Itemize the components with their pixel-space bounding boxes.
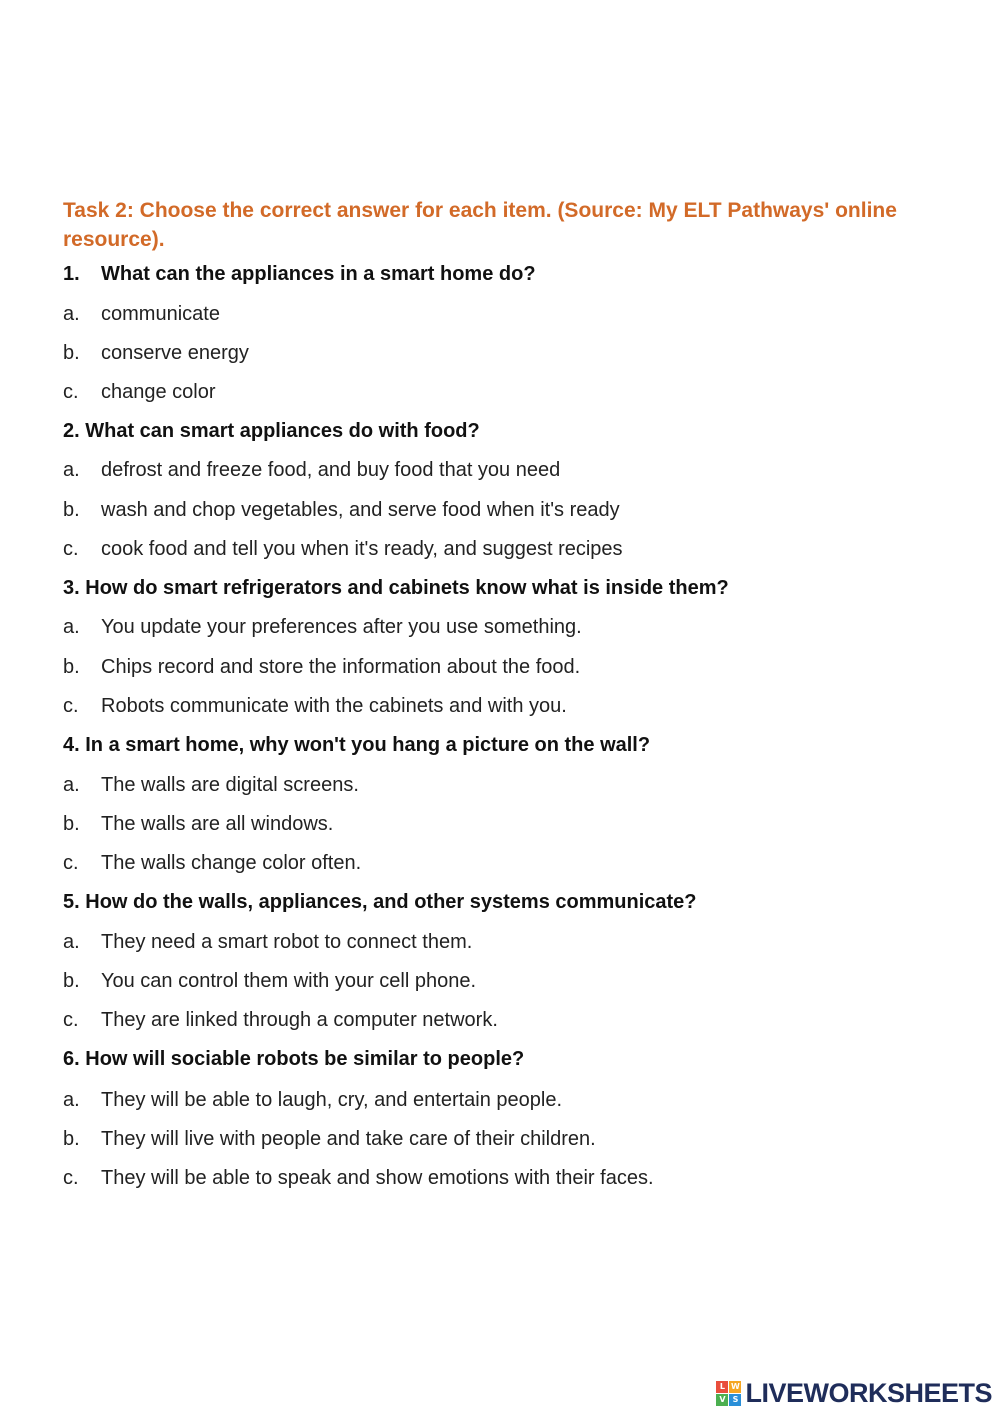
liveworksheets-logo xyxy=(716,1378,992,1408)
option-6b[interactable] xyxy=(63,1125,596,1153)
option-text: communicate xyxy=(101,303,220,325)
option-letter: c. xyxy=(63,1167,79,1189)
question-text: What can the appliances in a smart home do? xyxy=(101,263,536,285)
option-text: change color xyxy=(101,381,216,403)
option-letter: b. xyxy=(63,1128,80,1150)
question-4 xyxy=(63,731,650,759)
question-number: 3. xyxy=(63,577,80,599)
question-text: What can smart appliances do with food? xyxy=(85,420,480,442)
option-letter: a. xyxy=(63,459,80,481)
question-6 xyxy=(63,1045,524,1073)
option-5b[interactable] xyxy=(63,967,476,995)
option-3b[interactable] xyxy=(63,653,580,681)
option-text: Chips record and store the information about the food. xyxy=(101,656,581,678)
option-letter: a. xyxy=(63,774,80,796)
option-letter: c. xyxy=(63,695,79,717)
option-letter: a. xyxy=(63,303,80,325)
question-number: 2. xyxy=(63,420,80,442)
option-text: The walls are digital screens. xyxy=(101,774,359,796)
option-text: They will be able to laugh, cry, and entertain people. xyxy=(101,1089,563,1111)
logo-mark-cell: L xyxy=(716,1381,728,1393)
question-number: 5. xyxy=(63,891,80,913)
option-letter: a. xyxy=(63,931,80,953)
question-3 xyxy=(63,574,729,602)
option-letter: b. xyxy=(63,970,80,992)
option-letter: a. xyxy=(63,1089,80,1111)
option-letter: b. xyxy=(63,499,80,521)
option-letter: b. xyxy=(63,342,80,364)
option-text: The walls are all windows. xyxy=(101,813,334,835)
logo-text: LIVEWORKSHEETS xyxy=(745,1377,992,1408)
option-text: They will be able to speak and show emotions with their faces. xyxy=(101,1167,654,1189)
option-5a[interactable] xyxy=(63,928,472,956)
option-text: They will live with people and take care of their children. xyxy=(101,1128,596,1150)
option-2c[interactable] xyxy=(63,535,623,563)
option-letter: b. xyxy=(63,813,80,835)
option-letter: c. xyxy=(63,852,79,874)
option-text: cook food and tell you when it's ready, and suggest recipes xyxy=(101,538,623,560)
option-6a[interactable] xyxy=(63,1086,562,1114)
logo-mark-cell: S xyxy=(729,1394,741,1406)
option-4a[interactable] xyxy=(63,771,359,799)
option-text: They are linked through a computer network. xyxy=(101,1009,498,1031)
option-text: wash and chop vegetables, and serve food when it's ready xyxy=(101,499,620,521)
option-text: conserve energy xyxy=(101,342,249,364)
option-text: defrost and freeze food, and buy food that you need xyxy=(101,459,561,481)
option-5c[interactable] xyxy=(63,1006,498,1034)
option-4b[interactable] xyxy=(63,810,333,838)
logo-mark-cell: V xyxy=(716,1394,728,1406)
option-1a[interactable] xyxy=(63,300,220,328)
question-number: 1. xyxy=(63,263,80,285)
logo-mark-icon xyxy=(716,1381,741,1406)
option-text: They need a smart robot to connect them. xyxy=(101,931,473,953)
option-3a[interactable] xyxy=(63,613,582,641)
option-3c[interactable] xyxy=(63,692,567,720)
option-letter: a. xyxy=(63,616,80,638)
option-4c[interactable] xyxy=(63,849,361,877)
option-text: The walls change color often. xyxy=(101,852,362,874)
task-title: Task 2: Choose the correct answer for each item. (Source: My ELT Pathways' online resource). xyxy=(63,199,897,251)
question-2 xyxy=(63,417,480,445)
question-number: 4. xyxy=(63,734,80,756)
option-2a[interactable] xyxy=(63,456,560,484)
option-letter: c. xyxy=(63,1009,79,1031)
logo-mark-cell: W xyxy=(731,1381,740,1391)
option-text: You update your preferences after you use something. xyxy=(101,616,582,638)
option-text: You can control them with your cell phone. xyxy=(101,970,477,992)
question-text: In a smart home, why won't you hang a picture on the wall? xyxy=(85,734,651,756)
question-text: How do the walls, appliances, and other systems communicate? xyxy=(85,891,697,913)
option-letter: c. xyxy=(63,381,79,403)
option-1c[interactable] xyxy=(63,378,216,406)
option-6c[interactable] xyxy=(63,1164,654,1192)
question-number: 6. xyxy=(63,1048,80,1070)
question-text: How will sociable robots be similar to people? xyxy=(85,1048,525,1070)
question-1 xyxy=(63,260,536,288)
option-2b[interactable] xyxy=(63,496,620,524)
question-5 xyxy=(63,888,697,916)
question-text: How do smart refrigerators and cabinets know what is inside them? xyxy=(85,577,729,599)
option-letter: b. xyxy=(63,656,80,678)
option-letter: c. xyxy=(63,538,79,560)
option-1b[interactable] xyxy=(63,339,249,367)
option-text: Robots communicate with the cabinets and with you. xyxy=(101,695,567,717)
